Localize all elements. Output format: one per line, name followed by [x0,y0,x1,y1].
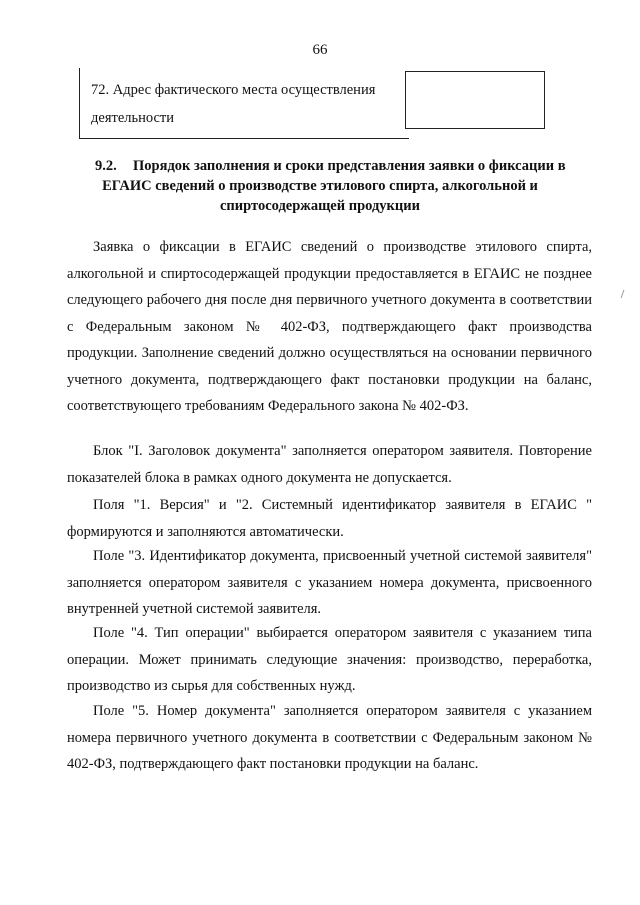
field-label-line1: 72. Адрес фактического места осуществления [91,82,376,98]
section-number: 9.2. [95,158,117,174]
field-value-box [405,71,545,129]
section-heading [95,156,575,216]
paragraph: Поле "5. Номер документа" заполняется оператором заявителя с указанием номера первичного учетного документа в соответствии с Федеральным законом № 402-ФЗ, подтверждающего факт постановки продукции на баланс. [67,703,592,772]
heading-line1-text: Порядок заполнения и сроки представления заявки о фиксации в [133,158,566,174]
heading-line3: спиртосодержащей продукции [220,198,420,214]
paragraph: Поле "3. Идентификатор документа, присвоенный учетной системой заявителя" заполняется оператором заявителя с указанием номера документа, присвоенного внутренней учетной системой заявителя. [67,548,592,617]
paragraph: Поля "1. Версия" и "2. Системный идентификатор заявителя в ЕГАИС " формируются и заполняются автоматически. [67,497,592,540]
table-left-border [79,68,80,138]
table-bottom-border [79,138,409,139]
page-number: 66 [312,42,328,58]
scan-mark [621,290,630,298]
field-label-cell [91,76,391,132]
form-table-fragment [79,68,469,138]
field-label-line2: деятельности [91,110,175,126]
paragraph: Заявка о фиксации в ЕГАИС сведений о производстве этилового спирта, алкогольной и спиртосодержащей продукции предоставляется в ЕГАИС не позднее следующего рабочего дня после дня первичного учетного документа в соответствии с Федеральным законом № 402-ФЗ, подтверждающего факт производства продукции. Заполнение сведений должно осуществляться на основании первичного учетного документа, подтверждающего факт постановки продукции на баланс, соответствующего требованиям Федерального закона № 402-ФЗ. [67,239,592,414]
heading-line2: ЕГАИС сведений о производстве этилового спирта, алкогольной и [102,178,538,194]
paragraph: Блок "I. Заголовок документа" заполняется оператором заявителя. Повторение показателей блока в рамках одного документа не допускается. [67,443,592,486]
paragraph: Поле "4. Тип операции" выбирается оператором заявителя с указанием типа операции. Может принимать следующие значения: производство, переработка, производство из сырья для собственных нужд. [67,625,592,694]
heading-line1 [95,156,575,176]
